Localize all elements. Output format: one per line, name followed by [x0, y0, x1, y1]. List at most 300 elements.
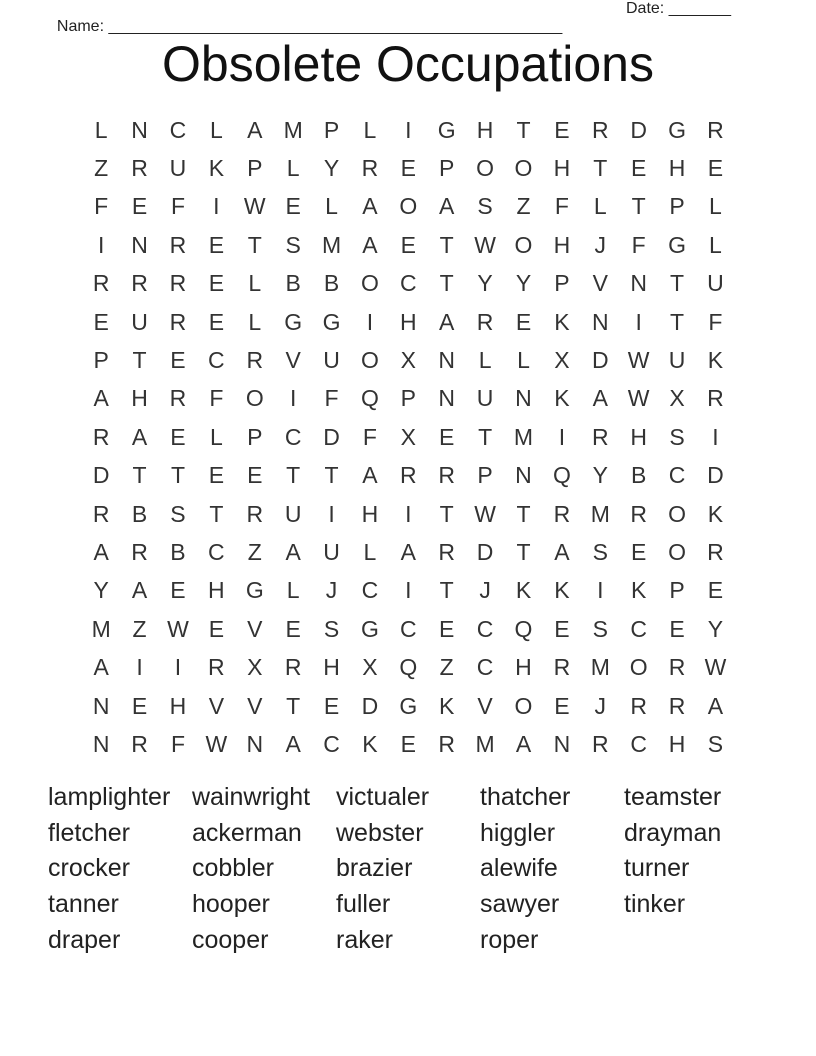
- grid-letter: W: [627, 347, 650, 374]
- grid-letter: G: [245, 577, 264, 604]
- grid-letter: L: [209, 423, 223, 450]
- grid-letter: A: [362, 231, 378, 258]
- grid-letter: E: [170, 347, 186, 374]
- grid-letter: P: [323, 116, 340, 143]
- grid-letter: L: [363, 116, 377, 143]
- grid-letter: H: [515, 654, 532, 681]
- grid-letter: O: [514, 231, 533, 258]
- grid-letter: B: [285, 270, 301, 297]
- grid-letter: E: [208, 308, 225, 335]
- grid-letter: O: [476, 155, 495, 182]
- grid-letter: H: [131, 385, 148, 412]
- grid-letter: R: [591, 423, 609, 450]
- grid-letter: M: [321, 231, 342, 258]
- grid-letter: T: [209, 500, 224, 527]
- word-bank-item: raker: [336, 925, 393, 954]
- grid-letter: Z: [439, 654, 454, 681]
- grid-letter: R: [92, 270, 110, 297]
- grid-letter: S: [170, 500, 186, 527]
- grid-letter: C: [630, 615, 647, 642]
- grid-letter: E: [131, 193, 148, 220]
- grid-letter: B: [170, 538, 186, 565]
- grid-letter: E: [285, 193, 301, 220]
- grid-letter: R: [131, 270, 148, 297]
- grid-letter: H: [323, 654, 340, 681]
- grid-letter: G: [399, 692, 418, 719]
- grid-letter: H: [208, 577, 225, 604]
- grid-letter: M: [283, 116, 303, 143]
- grid-letter: Q: [514, 615, 533, 642]
- grid-letter: D: [707, 462, 724, 489]
- grid-letter: L: [286, 155, 300, 182]
- grid-letter: C: [476, 615, 494, 642]
- grid-letter: R: [92, 500, 110, 527]
- grid-letter: H: [400, 308, 417, 335]
- grid-letter: O: [668, 538, 686, 565]
- grid-letter: K: [554, 308, 570, 335]
- grid-letter: N: [515, 462, 532, 489]
- grid-letter: F: [94, 193, 109, 220]
- word-bank-item: sawyer: [480, 890, 560, 919]
- grid-letter: R: [438, 730, 456, 757]
- grid-letter: E: [439, 423, 455, 450]
- grid-letter: E: [170, 577, 186, 604]
- grid-letter: N: [246, 730, 264, 757]
- grid-letter: W: [627, 385, 650, 412]
- grid-letter: E: [400, 730, 416, 757]
- grid-letter: G: [322, 308, 341, 335]
- grid-letter: Z: [94, 155, 109, 182]
- grid-letter: U: [476, 385, 494, 412]
- grid-letter: C: [284, 423, 302, 450]
- grid-letter: P: [439, 155, 455, 182]
- grid-letter: T: [516, 500, 531, 527]
- name-field-label[interactable]: Name: ___________________________________________________: [56, 18, 563, 35]
- grid-letter: K: [554, 577, 570, 604]
- grid-letter: A: [592, 385, 608, 412]
- word-bank-item: higgler: [480, 818, 556, 847]
- grid-letter: N: [630, 270, 647, 297]
- word-bank-item: turner: [624, 854, 690, 883]
- word-bank-item: webster: [336, 818, 424, 847]
- grid-letter: H: [668, 155, 686, 182]
- grid-letter: T: [247, 231, 262, 258]
- grid-letter: T: [286, 462, 301, 489]
- grid-letter: I: [328, 500, 335, 527]
- grid-letter: B: [323, 270, 340, 297]
- grid-letter: T: [170, 462, 185, 489]
- grid-letter: A: [515, 730, 532, 757]
- grid-letter: P: [477, 462, 493, 489]
- grid-letter: H: [476, 116, 494, 143]
- grid-letter: Q: [399, 654, 418, 681]
- grid-letter: X: [669, 385, 685, 412]
- grid-letter: I: [635, 308, 642, 335]
- grid-letter: R: [591, 730, 609, 757]
- grid-letter: L: [94, 116, 108, 143]
- grid-letter: E: [208, 270, 225, 297]
- grid-letter: F: [631, 231, 646, 258]
- grid-letter: T: [670, 308, 685, 335]
- page-title: Obsolete Occupations: [162, 36, 654, 92]
- grid-letter: N: [591, 308, 609, 335]
- grid-letter: E: [208, 231, 225, 258]
- grid-letter: C: [361, 577, 379, 604]
- grid-letter: N: [438, 385, 456, 412]
- grid-letter: Q: [552, 462, 571, 489]
- grid-letter: R: [707, 538, 724, 565]
- word-bank-item: teamster: [624, 783, 722, 811]
- grid-letter: Y: [93, 577, 109, 604]
- grid-letter: M: [91, 615, 111, 642]
- grid-letter: S: [323, 615, 340, 642]
- grid-letter: F: [554, 193, 569, 220]
- grid-letter: Z: [132, 615, 147, 642]
- grid-letter: G: [668, 231, 686, 258]
- word-bank-item: crocker: [48, 854, 130, 883]
- grid-letter: C: [400, 615, 417, 642]
- grid-letter: A: [93, 385, 109, 412]
- grid-letter: T: [439, 270, 454, 297]
- grid-letter: D: [476, 538, 494, 565]
- grid-letter: O: [360, 270, 379, 297]
- grid-letter: I: [712, 423, 719, 450]
- grid-letter: I: [98, 231, 105, 258]
- grid-letter: E: [554, 692, 570, 719]
- grid-letter: K: [630, 577, 647, 604]
- grid-letter: K: [362, 730, 378, 757]
- grid-letter: D: [361, 692, 379, 719]
- grid-letter: L: [286, 577, 300, 604]
- word-bank: [48, 780, 768, 958]
- word-bank-item: victualer: [336, 783, 430, 811]
- grid-letter: C: [668, 462, 686, 489]
- grid-letter: V: [208, 692, 225, 719]
- grid-letter: T: [593, 155, 608, 182]
- grid-letter: A: [131, 577, 148, 604]
- grid-letter: Y: [592, 462, 608, 489]
- word-bank-item: alewife: [480, 854, 558, 883]
- grid-letter: H: [668, 730, 686, 757]
- grid-letter: D: [92, 462, 110, 489]
- grid-letter: P: [93, 347, 109, 374]
- grid-letter: R: [591, 116, 609, 143]
- grid-letter: I: [405, 500, 412, 527]
- grid-letter: T: [286, 692, 301, 719]
- grid-letter: R: [92, 423, 110, 450]
- grid-letter: H: [553, 231, 571, 258]
- grid-letter: R: [361, 155, 379, 182]
- grid-letter: A: [439, 193, 455, 220]
- word-bank-item: fletcher: [48, 818, 130, 847]
- grid-letter: T: [324, 462, 339, 489]
- grid-letter: R: [707, 385, 724, 412]
- grid-letter: U: [169, 155, 187, 182]
- grid-letter: A: [362, 462, 378, 489]
- grid-letter: T: [132, 347, 147, 374]
- grid-letter: R: [630, 692, 647, 719]
- grid-letter: R: [668, 692, 686, 719]
- grid-letter: R: [169, 231, 187, 258]
- grid-letter: R: [131, 155, 148, 182]
- grid-letter: A: [285, 538, 301, 565]
- grid-letter: T: [516, 538, 531, 565]
- grid-letter: K: [707, 500, 724, 527]
- grid-letter: R: [169, 308, 187, 335]
- grid-letter: R: [668, 654, 686, 681]
- grid-letter: T: [670, 270, 685, 297]
- grid-letter: N: [131, 231, 148, 258]
- grid-letter: R: [630, 500, 647, 527]
- grid-letter: H: [169, 692, 187, 719]
- grid-letter: C: [323, 730, 340, 757]
- grid-letter: S: [592, 538, 608, 565]
- grid-letter: L: [478, 347, 492, 374]
- grid-letter: L: [593, 193, 607, 220]
- grid-letter: J: [325, 577, 338, 604]
- grid-letter: K: [707, 347, 724, 374]
- word-bank-item: fuller: [336, 890, 391, 919]
- grid-letter: I: [174, 654, 182, 681]
- grid-letter: W: [704, 654, 727, 681]
- grid-letter: T: [132, 462, 147, 489]
- grid-letter: O: [668, 500, 686, 527]
- grid-letter: Z: [247, 538, 262, 565]
- grid-letter: M: [513, 423, 534, 450]
- grid-letter: E: [131, 692, 148, 719]
- grid-letter: E: [630, 155, 647, 182]
- grid-letter: F: [170, 193, 185, 220]
- grid-letter: R: [284, 654, 302, 681]
- grid-letter: C: [400, 270, 417, 297]
- grid-letter: A: [439, 308, 455, 335]
- word-bank-item: brazier: [336, 854, 413, 883]
- grid-letter: E: [208, 462, 225, 489]
- grid-letter: E: [439, 615, 455, 642]
- grid-letter: P: [247, 155, 263, 182]
- grid-letter: X: [554, 347, 570, 374]
- grid-letter: O: [360, 347, 379, 374]
- grid-letter: U: [323, 347, 340, 374]
- grid-letter: K: [515, 577, 532, 604]
- grid-letter: R: [131, 730, 148, 757]
- grid-letter: G: [284, 308, 303, 335]
- grid-letter: A: [247, 116, 263, 143]
- grid-letter: O: [514, 155, 533, 182]
- word-bank-item: hooper: [192, 890, 270, 919]
- grid-letter: R: [476, 308, 494, 335]
- grid-letter: E: [323, 692, 340, 719]
- grid-letter: F: [324, 385, 339, 412]
- grid-letter: I: [136, 654, 143, 681]
- word-bank-item: draper: [48, 925, 121, 954]
- word-bank-item: ackerman: [192, 818, 302, 847]
- grid-letter: I: [558, 423, 566, 450]
- grid-letter: S: [707, 730, 724, 757]
- grid-letter: V: [247, 692, 263, 719]
- grid-letter: I: [597, 577, 604, 604]
- grid-letter: Q: [360, 385, 379, 412]
- letter-grid: [82, 111, 735, 764]
- grid-letter: O: [514, 692, 533, 719]
- grid-letter: N: [515, 385, 532, 412]
- grid-letter: R: [707, 116, 724, 143]
- grid-letter: P: [400, 385, 416, 412]
- grid-letter: A: [362, 193, 378, 220]
- word-bank-item: tinker: [624, 890, 686, 919]
- grid-letter: X: [400, 347, 416, 374]
- grid-letter: R: [208, 654, 225, 681]
- grid-letter: R: [246, 500, 264, 527]
- grid-letter: E: [554, 615, 570, 642]
- grid-letter: N: [92, 730, 110, 757]
- grid-letter: T: [439, 500, 454, 527]
- grid-letter: E: [247, 462, 263, 489]
- grid-letter: U: [131, 308, 148, 335]
- grid-letter: L: [517, 347, 530, 374]
- grid-letter: T: [516, 116, 531, 143]
- grid-letter: E: [170, 423, 186, 450]
- grid-letter: S: [669, 423, 685, 450]
- grid-letter: W: [205, 730, 228, 757]
- grid-letter: T: [478, 423, 493, 450]
- grid-letter: W: [474, 500, 496, 527]
- grid-letter: L: [248, 270, 262, 297]
- grid-letter: V: [285, 347, 301, 374]
- grid-letter: H: [361, 500, 379, 527]
- grid-letter: A: [400, 538, 416, 565]
- grid-letter: C: [169, 116, 187, 143]
- grid-letter: Y: [477, 270, 493, 297]
- grid-letter: V: [477, 692, 493, 719]
- grid-letter: A: [285, 730, 301, 757]
- grid-letter: N: [438, 347, 456, 374]
- grid-letter: Y: [515, 270, 532, 297]
- grid-letter: A: [93, 654, 109, 681]
- grid-letter: H: [630, 423, 647, 450]
- grid-letter: Y: [707, 615, 724, 642]
- grid-letter: J: [594, 231, 607, 258]
- grid-letter: F: [170, 730, 185, 757]
- grid-letter: E: [93, 308, 109, 335]
- grid-letter: R: [553, 500, 571, 527]
- grid-letter: L: [248, 308, 262, 335]
- grid-letter: G: [668, 116, 686, 143]
- grid-letter: L: [709, 193, 722, 220]
- grid-letter: N: [131, 116, 148, 143]
- grid-letter: N: [553, 730, 571, 757]
- grid-letter: X: [362, 654, 378, 681]
- grid-letter: S: [477, 193, 493, 220]
- grid-letter: S: [285, 231, 301, 258]
- grid-letter: P: [554, 270, 570, 297]
- grid-letter: K: [554, 385, 570, 412]
- grid-letter: R: [553, 654, 571, 681]
- grid-letter: B: [630, 462, 647, 489]
- grid-letter: W: [243, 193, 266, 220]
- grid-letter: I: [405, 577, 412, 604]
- grid-letter: D: [591, 347, 609, 374]
- grid-letter: J: [479, 577, 491, 604]
- grid-letter: O: [629, 654, 648, 681]
- grid-letter: U: [707, 270, 724, 297]
- grid-letter: R: [131, 538, 148, 565]
- grid-letter: A: [93, 538, 109, 565]
- grid-letter: C: [476, 654, 494, 681]
- grid-letter: V: [247, 615, 263, 642]
- grid-letter: W: [167, 615, 189, 642]
- grid-letter: E: [707, 577, 724, 604]
- word-bank-item: cooper: [192, 925, 269, 954]
- grid-letter: M: [475, 730, 495, 757]
- grid-letter: E: [515, 308, 532, 335]
- grid-letter: R: [246, 347, 264, 374]
- grid-letter: I: [405, 116, 412, 143]
- grid-letter: I: [289, 385, 297, 412]
- grid-letter: R: [438, 538, 456, 565]
- grid-letter: L: [209, 116, 223, 143]
- grid-letter: R: [169, 270, 187, 297]
- grid-letter: E: [554, 116, 570, 143]
- grid-letter: R: [400, 462, 417, 489]
- grid-letter: C: [208, 347, 225, 374]
- grid-letter: O: [399, 193, 418, 220]
- grid-letter: S: [592, 615, 608, 642]
- grid-letter: L: [325, 193, 338, 220]
- grid-letter: U: [323, 538, 340, 565]
- grid-letter: T: [439, 577, 454, 604]
- grid-letter: N: [92, 692, 110, 719]
- grid-letter: A: [131, 423, 148, 450]
- grid-letter: C: [630, 730, 647, 757]
- grid-letter: T: [631, 193, 646, 220]
- grid-letter: I: [366, 308, 374, 335]
- grid-letter: F: [708, 308, 723, 335]
- grid-letter: J: [594, 692, 607, 719]
- grid-letter: V: [592, 270, 608, 297]
- grid-letter: R: [438, 462, 456, 489]
- grid-letter: W: [474, 231, 496, 258]
- grid-letter: A: [707, 692, 724, 719]
- grid-letter: P: [247, 423, 263, 450]
- grid-letter: E: [707, 155, 724, 182]
- grid-letter: G: [360, 615, 379, 642]
- grid-letter: C: [208, 538, 225, 565]
- grid-letter: O: [245, 385, 264, 412]
- word-bank-item: wainwright: [192, 783, 311, 811]
- grid-letter: A: [554, 538, 570, 565]
- grid-letter: D: [630, 116, 647, 143]
- grid-letter: F: [209, 385, 224, 412]
- grid-letter: M: [590, 500, 610, 527]
- grid-letter: L: [709, 231, 722, 258]
- grid-letter: I: [213, 193, 220, 220]
- grid-letter: E: [400, 231, 416, 258]
- word-bank-item: thatcher: [480, 783, 571, 811]
- grid-letter: H: [553, 155, 571, 182]
- grid-letter: P: [669, 193, 685, 220]
- word-bank-item: cobbler: [192, 854, 274, 883]
- word-bank-item: roper: [480, 925, 539, 954]
- grid-letter: L: [363, 538, 377, 565]
- grid-letter: E: [669, 615, 685, 642]
- grid-letter: F: [362, 423, 377, 450]
- grid-letter: Z: [516, 193, 531, 220]
- grid-letter: X: [247, 654, 263, 681]
- grid-letter: P: [669, 577, 685, 604]
- date-field-label[interactable]: Date: _______: [626, 0, 731, 17]
- grid-letter: U: [284, 500, 302, 527]
